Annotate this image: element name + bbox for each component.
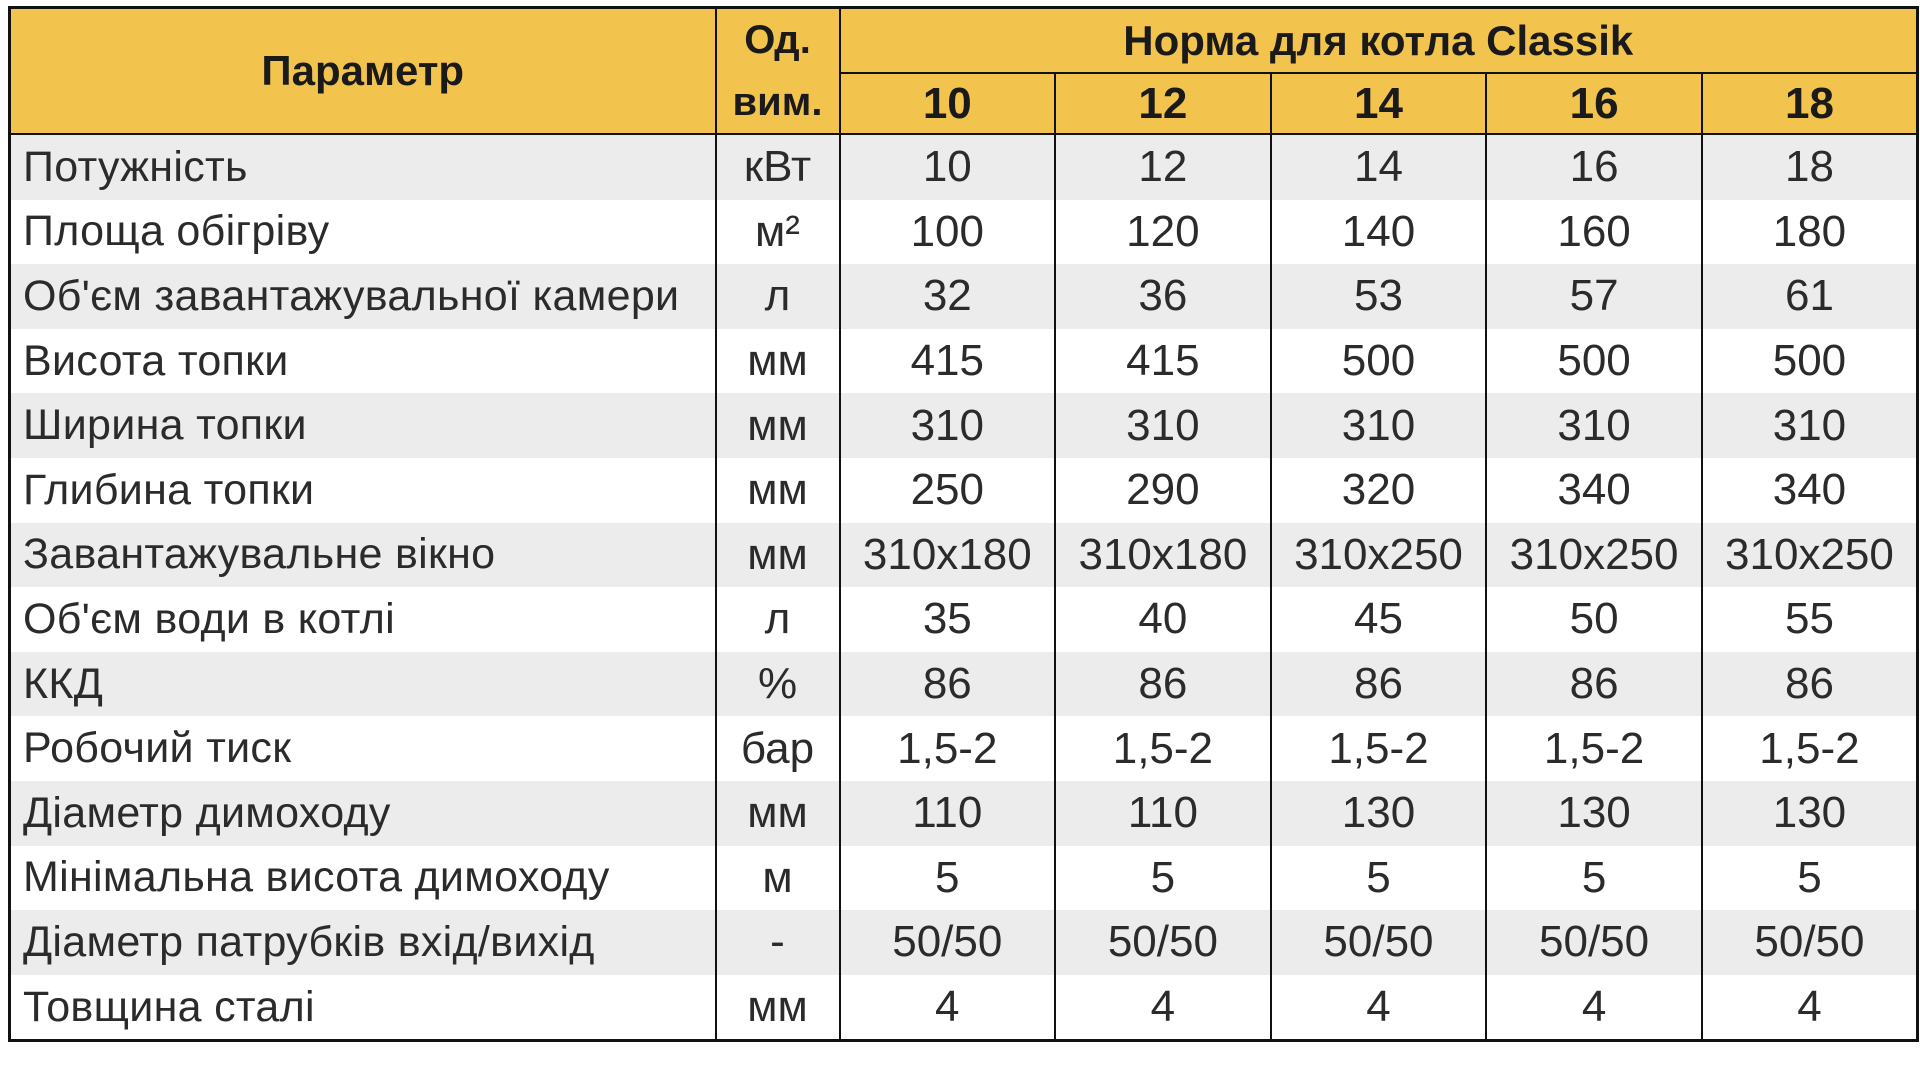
boiler-spec-table [8,6,1919,1042]
param-name-cell: Об'єм завантажувальної камери [10,264,716,329]
value-cell: 86 [1271,652,1487,717]
param-name-cell: Ширина топки [10,393,716,458]
value-cell: 1,5-2 [1702,716,1918,781]
param-name-cell: Діаметр патрубків вхід/вихід [10,910,716,975]
value-cell: 4 [1486,975,1702,1041]
value-cell: 5 [1271,846,1487,911]
table-row [10,652,1918,717]
value-cell: 130 [1486,781,1702,846]
value-cell: 4 [840,975,1056,1041]
table-row [10,200,1918,265]
value-cell: 12 [1055,134,1271,200]
param-name-cell: Потужність [10,134,716,200]
param-column-header: Параметр [10,8,716,135]
value-cell: 86 [1486,652,1702,717]
value-cell: 100 [840,200,1056,265]
value-cell: 415 [840,329,1056,394]
value-cell: 1,5-2 [1271,716,1487,781]
value-cell: 50/50 [1271,910,1487,975]
model-header: 14 [1271,73,1487,134]
model-header: 10 [840,73,1056,134]
table-row [10,587,1918,652]
value-cell: 5 [1702,846,1918,911]
value-cell: 35 [840,587,1056,652]
value-cell: 500 [1271,329,1487,394]
value-cell: 86 [1702,652,1918,717]
value-cell: 320 [1271,458,1487,523]
value-cell: 18 [1702,134,1918,200]
param-name-cell: Робочий тиск [10,716,716,781]
table-row [10,134,1918,200]
table-row [10,523,1918,588]
value-cell: 310 [840,393,1056,458]
value-cell: 86 [1055,652,1271,717]
param-name-cell: Площа обігріву [10,200,716,265]
value-cell: 310х180 [1055,523,1271,588]
value-cell: 4 [1055,975,1271,1041]
value-cell: 130 [1271,781,1487,846]
value-cell: 45 [1271,587,1487,652]
value-cell: 110 [840,781,1056,846]
value-cell: 340 [1702,458,1918,523]
table-row [10,846,1918,911]
param-name-cell: ККД [10,652,716,717]
header-row-top [10,8,1918,74]
value-cell: 40 [1055,587,1271,652]
value-cell: 16 [1486,134,1702,200]
unit-column-header [716,8,840,135]
value-cell: 55 [1702,587,1918,652]
table-body [10,134,1918,1041]
value-cell: 50 [1486,587,1702,652]
value-cell: 140 [1271,200,1487,265]
value-cell: 290 [1055,458,1271,523]
value-cell: 120 [1055,200,1271,265]
value-cell: 130 [1702,781,1918,846]
param-name-cell: Глибина топки [10,458,716,523]
value-cell: 160 [1486,200,1702,265]
table-row [10,781,1918,846]
value-cell: 310 [1486,393,1702,458]
unit-cell: мм [716,393,840,458]
unit-cell: мм [716,975,840,1041]
norm-group-header: Норма для котла Classik [840,8,1918,74]
table-row [10,264,1918,329]
unit-cell: - [716,910,840,975]
unit-cell: л [716,587,840,652]
value-cell: 1,5-2 [840,716,1056,781]
param-name-cell: Товщина сталі [10,975,716,1041]
model-header: 16 [1486,73,1702,134]
value-cell: 500 [1702,329,1918,394]
value-cell: 500 [1486,329,1702,394]
unit-cell: бар [716,716,840,781]
value-cell: 10 [840,134,1056,200]
value-cell: 4 [1271,975,1487,1041]
unit-header-line2: вим. [732,80,823,124]
value-cell: 310 [1702,393,1918,458]
value-cell: 310х250 [1702,523,1918,588]
value-cell: 50/50 [1055,910,1271,975]
table-row [10,329,1918,394]
unit-cell: мм [716,781,840,846]
unit-cell: % [716,652,840,717]
unit-cell: м [716,846,840,911]
value-cell: 310х250 [1271,523,1487,588]
value-cell: 4 [1702,975,1918,1041]
value-cell: 86 [840,652,1056,717]
value-cell: 340 [1486,458,1702,523]
value-cell: 1,5-2 [1055,716,1271,781]
value-cell: 415 [1055,329,1271,394]
value-cell: 36 [1055,264,1271,329]
model-header: 12 [1055,73,1271,134]
unit-cell: мм [716,329,840,394]
value-cell: 250 [840,458,1056,523]
param-name-cell: Мінімальна висота димоходу [10,846,716,911]
value-cell: 14 [1271,134,1487,200]
table-row [10,716,1918,781]
value-cell: 310 [1271,393,1487,458]
value-cell: 5 [840,846,1056,911]
table-row [10,910,1918,975]
value-cell: 310 [1055,393,1271,458]
value-cell: 5 [1055,846,1271,911]
param-name-cell: Діаметр димоходу [10,781,716,846]
param-name-cell: Завантажувальне вікно [10,523,716,588]
value-cell: 310х180 [840,523,1056,588]
value-cell: 32 [840,264,1056,329]
value-cell: 57 [1486,264,1702,329]
unit-cell: л [716,264,840,329]
param-name-cell: Висота топки [10,329,716,394]
value-cell: 61 [1702,264,1918,329]
value-cell: 110 [1055,781,1271,846]
value-cell: 50/50 [840,910,1056,975]
table-row [10,975,1918,1041]
unit-cell: м² [716,200,840,265]
value-cell: 50/50 [1702,910,1918,975]
unit-cell: мм [716,523,840,588]
model-header: 18 [1702,73,1918,134]
value-cell: 180 [1702,200,1918,265]
param-name-cell: Об'єм води в котлі [10,587,716,652]
table-row [10,458,1918,523]
value-cell: 50/50 [1486,910,1702,975]
table-row [10,393,1918,458]
value-cell: 5 [1486,846,1702,911]
value-cell: 1,5-2 [1486,716,1702,781]
unit-cell: кВт [716,134,840,200]
value-cell: 53 [1271,264,1487,329]
value-cell: 310х250 [1486,523,1702,588]
unit-cell: мм [716,458,840,523]
unit-header-line1: Од. [744,18,811,62]
table-header [10,8,1918,135]
